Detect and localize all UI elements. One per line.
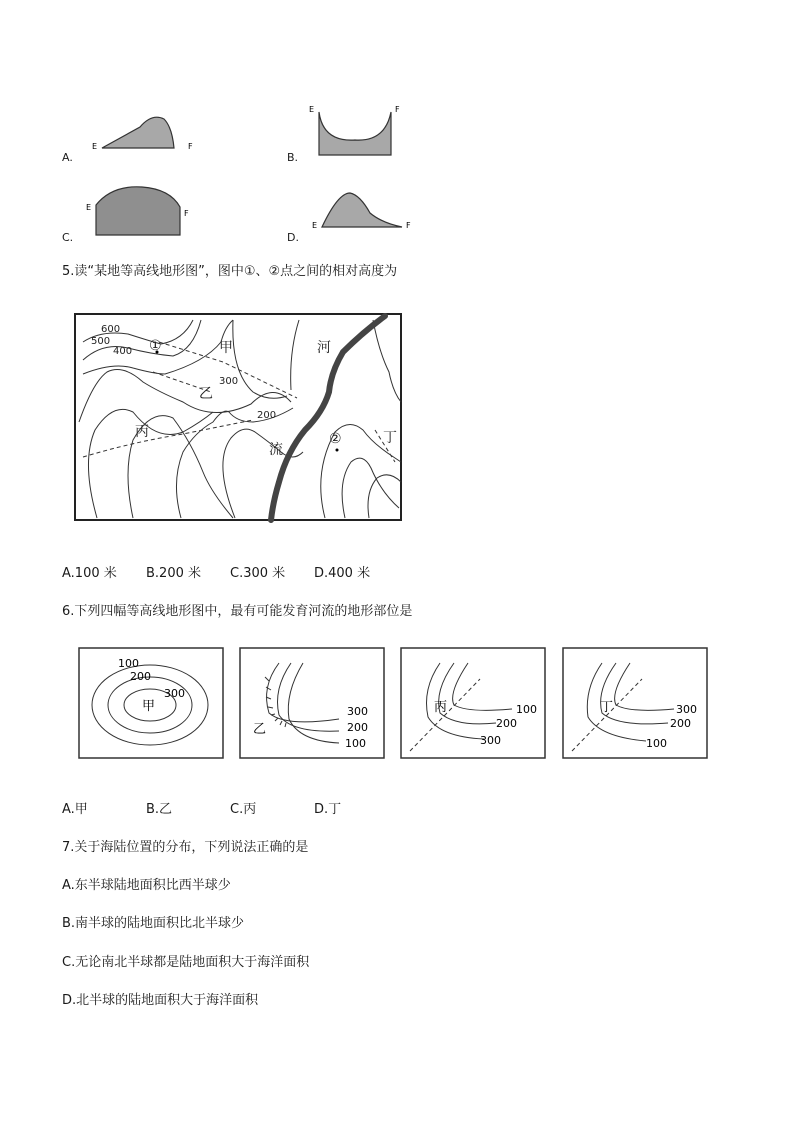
profile-figure-b [305, 100, 405, 164]
place-label-bing: 丙 [135, 424, 149, 440]
profile-b-left-end: E [309, 105, 315, 114]
point-label-1: ① [149, 338, 162, 354]
panel-yi-100: 100 [345, 737, 366, 750]
contour-label-200: 200 [257, 410, 277, 421]
q6-panel-bing [400, 647, 546, 763]
panel-bing-300: 300 [480, 734, 501, 747]
panel-bing-100: 100 [516, 703, 537, 716]
panel-jia-100: 100 [118, 657, 139, 670]
panel-yi-label: 乙 [253, 722, 267, 737]
profile-c-right-end: F [184, 209, 189, 218]
place-label-yi: 乙 [199, 386, 213, 402]
q7-option-c: C.无论南北半球都是陆地面积大于海洋面积 [62, 955, 310, 970]
q7-option-b: B.南半球的陆地面积比北半球少 [62, 916, 245, 931]
q5-option-c: C.300 米 [230, 566, 286, 581]
option-c-label: C. [62, 231, 74, 244]
contour-label-500: 500 [91, 336, 111, 347]
river-label-he: 河 [317, 340, 331, 356]
option-d-label: D. [287, 231, 299, 244]
q6-option-a: A.甲 [62, 802, 88, 817]
profile-d-right-end: F [406, 221, 411, 230]
profile-d-left-end: E [312, 221, 318, 230]
q7-option-d: D.北半球的陆地面积大于海洋面积 [62, 993, 259, 1008]
q5-option-b: B.200 米 [146, 566, 201, 581]
q6-panel-yi [239, 647, 385, 763]
river-label-liu: 流 [269, 442, 283, 458]
question-7-text: 7.关于海陆位置的分布，下列说法正确的是 [62, 840, 309, 855]
question-5-text: 5.读“某地等高线地形图”，图中①、②点之间的相对高度为 [62, 264, 398, 279]
q7-option-a: A.东半球陆地面积比西半球少 [62, 878, 231, 893]
q6-panel-jia [78, 647, 224, 763]
profile-figure-c [82, 183, 197, 242]
q6-panel-ding [562, 647, 708, 763]
profile-a-left-end: E [92, 142, 98, 151]
q6-option-b: B.乙 [146, 802, 173, 817]
profile-figure-a [90, 105, 200, 159]
panel-bing-200: 200 [496, 717, 517, 730]
q5-option-d: D.400 米 [314, 566, 371, 581]
panel-ding-100: 100 [646, 737, 667, 750]
contour-label-600: 600 [101, 324, 121, 335]
contour-label-400: 400 [113, 346, 133, 357]
question-6-text: 6.下列四幅等高线地形图中，最有可能发育河流的地形部位是 [62, 604, 413, 619]
panel-ding-300: 300 [676, 703, 697, 716]
place-label-jia: 甲 [219, 340, 233, 356]
panel-bing-label: 丙 [434, 700, 448, 715]
profile-c-left-end: E [86, 203, 92, 212]
panel-jia-200: 200 [130, 670, 151, 683]
panel-ding-label: 丁 [600, 700, 614, 715]
contour-label-300: 300 [219, 376, 239, 387]
q5-contour-map [73, 312, 405, 528]
point-label-2: ② [329, 431, 342, 447]
place-label-ding: 丁 [383, 430, 397, 446]
q6-option-c: C.丙 [230, 802, 257, 817]
panel-yi-200: 200 [347, 721, 368, 734]
profile-figure-d [308, 185, 418, 239]
option-a-label: A. [62, 151, 73, 164]
profile-a-right-end: F [188, 142, 193, 151]
q5-option-a: A.100 米 [62, 566, 117, 581]
q6-option-d: D.丁 [314, 802, 342, 817]
panel-jia-label: 甲 [142, 699, 156, 714]
panel-ding-200: 200 [670, 717, 691, 730]
option-b-label: B. [287, 151, 299, 164]
panel-yi-300: 300 [347, 705, 368, 718]
panel-jia-300: 300 [164, 687, 185, 700]
profile-b-right-end: F [395, 105, 400, 114]
